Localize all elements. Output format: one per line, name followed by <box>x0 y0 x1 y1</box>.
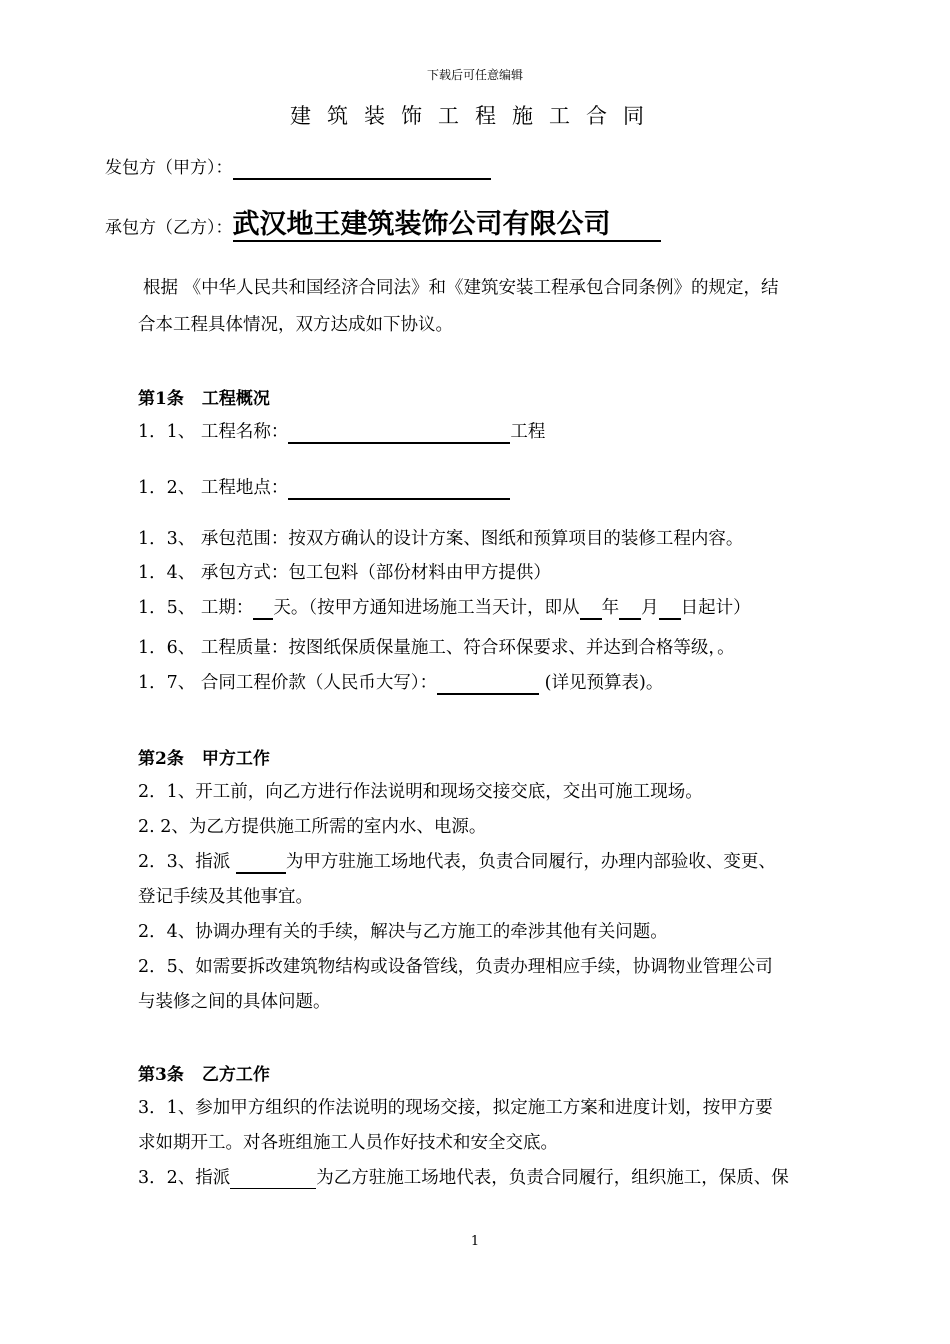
item-1-4: 1．4、 承包方式：包工包料（部份材料由甲方提供） <box>138 563 551 583</box>
party-b-rep-blank <box>230 1168 316 1189</box>
item-1-7 <box>138 669 663 695</box>
item-1-6: 1．6、 工程质量：按图纸保质保量施工、符合环保要求、并达到合格等级，。 <box>138 638 735 658</box>
item-2-5-cont: 与装修之间的具体问题。 <box>138 992 331 1012</box>
item-1-3: 1．3、 承包范围：按双方确认的设计方案、图纸和预算项目的装修工程内容。 <box>138 529 744 549</box>
item-3-2-label: 3．2、指派 <box>138 1168 231 1188</box>
item-1-1-suffix: 工程 <box>510 422 546 442</box>
section-2-heading <box>138 744 270 769</box>
party-b-line <box>105 210 661 242</box>
intro-line-1: 根据 《中华人民共和国经济合同法》和《建筑安装工程承包合同条例》的规定，结 <box>143 278 779 298</box>
party-a-rep-blank <box>236 852 286 874</box>
header-note: 下载后可任意编辑 <box>426 68 523 82</box>
item-2-3-text: 为甲方驻施工场地代表，负责合同履行，办理内部验收、变更、 <box>285 852 776 872</box>
item-2-3-cont: 登记手续及其他事宜。 <box>138 887 313 907</box>
page-number: 1 <box>470 1234 480 1249</box>
item-1-2-label: 1．2、 工程地点： <box>138 478 289 498</box>
section-3-heading <box>138 1060 270 1085</box>
day-blank <box>659 598 681 620</box>
item-2-3-label: 2．3、指派 <box>138 852 236 872</box>
section-2-title: 甲方工作 <box>201 749 270 769</box>
item-1-2 <box>138 474 510 500</box>
contract-price-blank <box>437 673 539 695</box>
section-2-number: 第2条 <box>138 749 184 769</box>
party-a-blank <box>233 158 491 180</box>
item-2-3 <box>138 848 776 874</box>
intro-line-2: 合本工程具体情况，双方达成如下协议。 <box>138 315 453 335</box>
item-2-5: 2．5、如需要拆改建筑物结构或设备管线，负责办理相应手续，协调物业管理公司 <box>138 957 773 977</box>
month-blank <box>619 598 641 620</box>
party-a-line <box>105 153 491 180</box>
item-2-1: 2．1、开工前，向乙方进行作法说明和现场交接交底，交出可施工现场。 <box>138 782 703 802</box>
section-3-title: 乙方工作 <box>201 1065 270 1085</box>
item-1-5-end: 日起计） <box>680 598 751 618</box>
document-title: 建筑装饰工程施工合同 <box>290 104 660 128</box>
party-a-label: 发包方（甲方）： <box>105 158 233 178</box>
item-3-1-cont: 求如期开工。对各班组施工人员作好技术和安全交底。 <box>138 1133 558 1153</box>
item-1-5 <box>138 594 751 620</box>
section-1-heading <box>138 384 270 409</box>
section-1-title: 工程概况 <box>201 389 270 409</box>
item-2-4: 2．4、协调办理有关的手续，解决与乙方施工的牵涉其他有关问题。 <box>138 922 668 942</box>
project-location-blank <box>288 478 510 500</box>
item-3-2-text: 为乙方驻施工场地代表，负责合同履行，组织施工，保质、保 <box>316 1168 789 1188</box>
item-1-5-label: 1．5、 工期： <box>138 598 254 618</box>
month-label: 月 <box>641 598 659 618</box>
section-1-number: 第1条 <box>138 389 184 409</box>
item-1-7-label: 1．7、 合同工程价款（人民币大写）： <box>138 673 438 693</box>
item-2-2: 2. 2、为乙方提供施工所需的室内水、电源。 <box>138 817 487 837</box>
item-3-1: 3．1、参加甲方组织的作法说明的现场交接，拟定施工方案和进度计划，按甲方要 <box>138 1098 773 1118</box>
item-1-1-label: 1．1、 工程名称： <box>138 422 289 442</box>
party-b-company: 武汉地王建筑装饰公司有限公司 <box>233 210 661 242</box>
item-1-1 <box>138 418 545 444</box>
section-3-number: 第3条 <box>138 1065 184 1085</box>
party-b-label: 承包方（乙方）： <box>105 218 233 238</box>
year-label: 年 <box>601 598 620 618</box>
year-blank <box>580 598 602 620</box>
project-name-blank <box>288 422 510 444</box>
item-1-7-suffix: (详见预算表)。 <box>544 673 664 693</box>
duration-blank <box>253 598 273 620</box>
item-3-2 <box>138 1164 789 1189</box>
item-1-5-text: 天。（按甲方通知进场施工当天计，即从 <box>273 598 580 618</box>
